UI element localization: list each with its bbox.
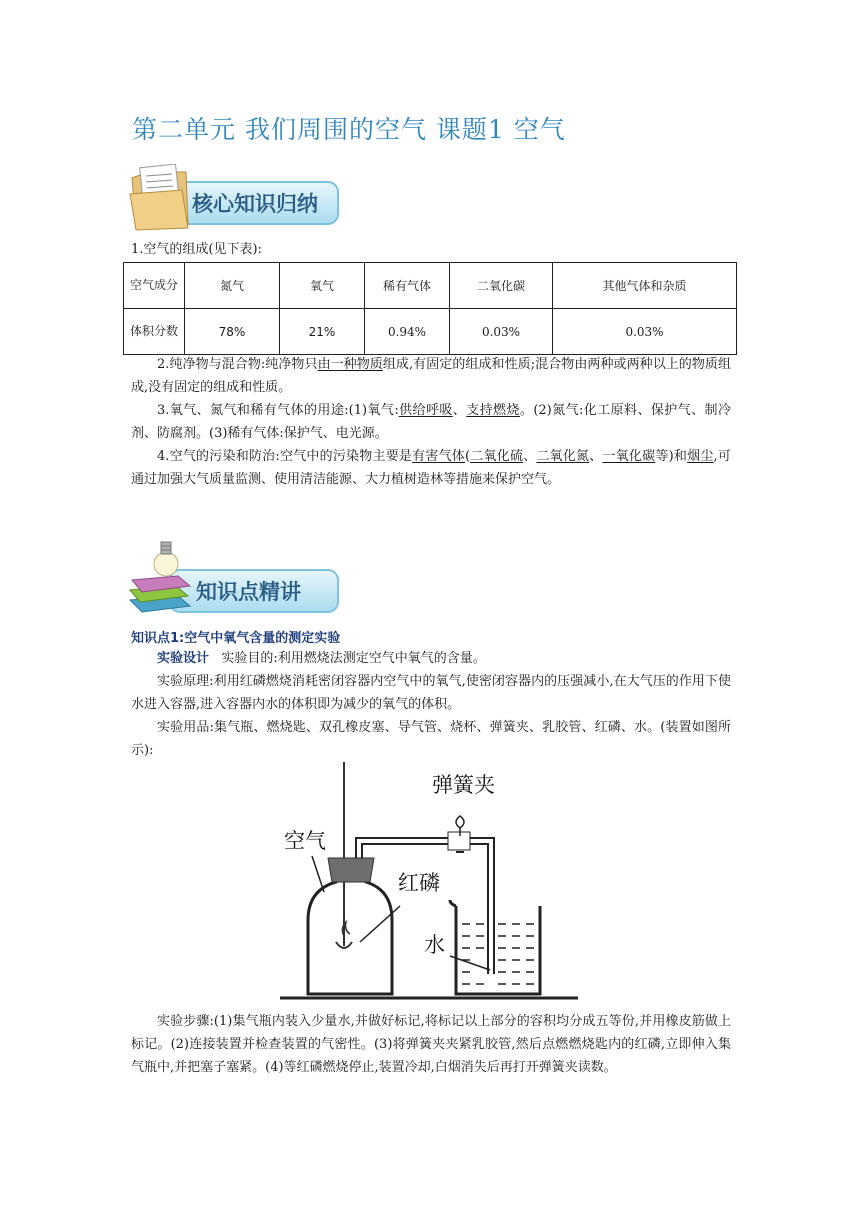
table-cell: 体积分数 <box>124 309 185 355</box>
design-paragraph: 实验设计 实验目的:利用燃烧法测定空气中氧气的含量。 <box>157 651 486 666</box>
key-points-banner <box>128 540 342 618</box>
p4: 4.空气的污染和防治:空气中的污染物主要是有害气体(二氧化硫、二氧化氮、一氧化碳等)和烟尘,可通过加强大气质量监测、使用清洁能源、大力植树造林等措施来保护空气。 <box>131 449 731 487</box>
table-cell: 空气成分 <box>124 263 185 309</box>
banner2-label: 知识点精讲 <box>196 580 301 604</box>
table-cell: 其他气体和杂质 <box>553 263 737 309</box>
table-cell: 稀有气体 <box>365 263 450 309</box>
p1: 1.空气的组成(见下表): <box>131 242 262 257</box>
folder-document-icon <box>130 164 188 230</box>
steps-paragraph: 实验步骤:(1)集气瓶内装入少量水,并做好标记,将标记以上部分的容积均分成五等份,并用橡皮筋做上标记。(2)连接装置并检查装置的气密性。(3)将弹簧夹夹紧乳胶管,然后点燃燃烧匙内的红磷,立即伸入集气瓶中,并把塞子塞紧。(4)等红磷燃烧停止,装置冷却,白烟消失后再打开弹簧夹读数。 <box>131 1014 731 1075</box>
page-title: 第二单元 我们周围的空气 课题1 空气 <box>132 115 566 144</box>
label-clip: 弹簧夹 <box>432 773 495 797</box>
banner1-label: 核心知识归纳 <box>192 192 318 216</box>
label-phosphorus: 红磷 <box>398 871 440 895</box>
table-cell: 0.03% <box>450 309 553 355</box>
table-cell: 二氧化碳 <box>450 263 553 309</box>
materials-paragraph: 实验用品:集气瓶、燃烧匙、双孔橡皮塞、导气管、烧杯、弹簧夹、乳胶管、红磷、水。(装置如图所示): <box>131 720 731 758</box>
label-water: 水 <box>424 933 445 957</box>
p2: 2.纯净物与混合物:纯净物只由一种物质组成,有固定的组成和性质;混合物由两种或两种以上的物质组成,没有固定的组成和性质。 <box>131 357 731 395</box>
table-cell: 78% <box>185 309 280 355</box>
rubber-stopper <box>328 858 374 882</box>
core-knowledge-banner <box>128 164 342 234</box>
spring-clip <box>448 816 470 852</box>
principle-paragraph: 实验原理:利用红磷燃烧消耗密闭容器内空气中的氧气,使密闭容器内的压强减小,在大气压的作用下使水进入容器,进入容器内水的体积即为减少的氧气的体积。 <box>131 674 731 712</box>
table-cell: 氧气 <box>280 263 365 309</box>
water-dashes <box>462 924 534 984</box>
label-air: 空气 <box>284 829 326 853</box>
p3: 3.氧气、氮气和稀有气体的用途:(1)氧气:供给呼吸、支持燃烧。(2)氮气:化工原料、保护气、制冷剂、防腐剂。(3)稀有气体:保护气、电光源。 <box>131 403 731 441</box>
table-cell: 氮气 <box>185 263 280 309</box>
table-cell: 21% <box>280 309 365 355</box>
section-heading: 知识点1:空气中氧气含量的测定实验 <box>131 631 341 646</box>
table-cell: 0.94% <box>365 309 450 355</box>
table-cell: 0.03% <box>553 309 737 355</box>
apparatus-figure <box>270 756 580 1002</box>
air-composition-table <box>123 262 737 355</box>
